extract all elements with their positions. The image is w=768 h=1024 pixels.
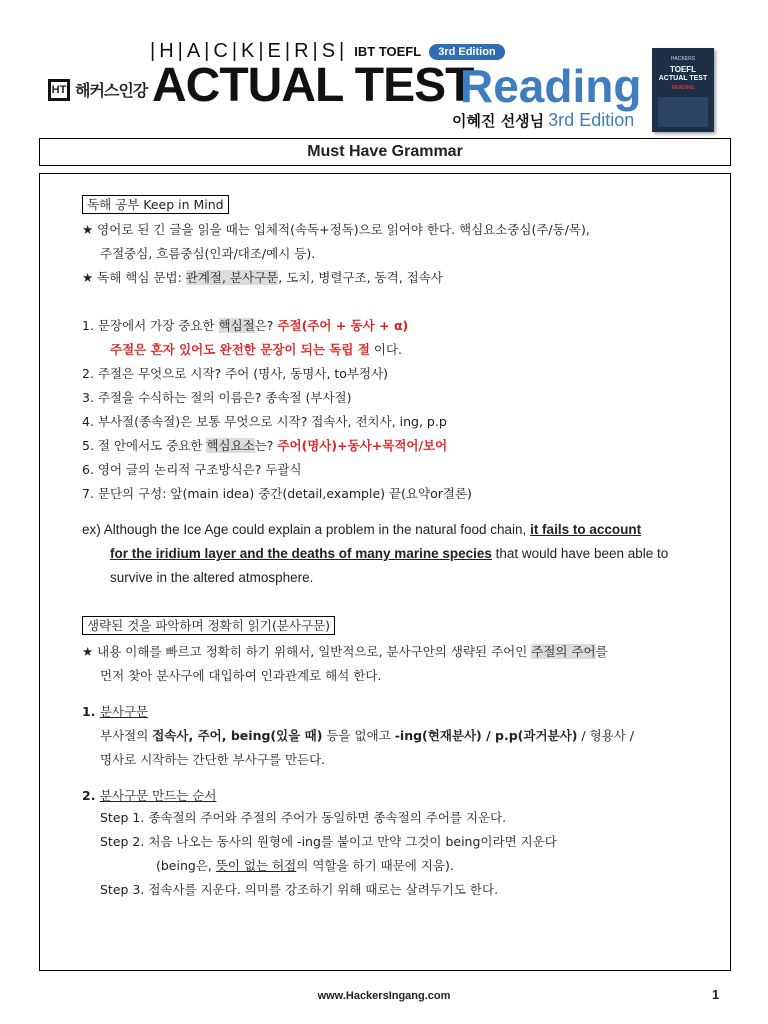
s2-heading-1-num: 1. [82, 704, 100, 719]
bullet-2-pre: ★ 독해 핵심 문법: [82, 270, 186, 285]
bullet-1-line-b: 주절중심, 흐름중심(인과/대조/예시 등). [100, 246, 316, 261]
footer-url[interactable]: www.HackersIngang.com [317, 990, 451, 1002]
item-7: 7. 문단의 구성: 앞(main idea) 중간(detail,example) 끝(요약or결론) [82, 486, 472, 501]
item-1 [82, 314, 408, 338]
book-cover-art [658, 97, 708, 127]
item-1-highlight: 핵심절 [218, 318, 255, 333]
example-line-2 [110, 542, 668, 566]
page-header [0, 0, 768, 138]
s2-para-1-bold-1: 접속사, 주어, being(있을 때) [152, 728, 323, 743]
example-line-1 [82, 518, 641, 542]
item-5-mid: 는? [254, 438, 278, 453]
bullet-2-post: , 도치, 병렬구조, 동격, 접속사 [278, 270, 443, 285]
title-main: ACTUAL TEST [152, 59, 474, 112]
item-5-highlight: 핵심요소 [206, 438, 255, 453]
s2-para-1-bold-2: -ing(현재분사) / p.p(과거분사) [394, 728, 578, 743]
edition-badge: 3rd Edition [429, 44, 504, 60]
section2-heading-row [82, 614, 335, 638]
section2-heading: 생략된 것을 파악하며 정확히 읽기(분사구문) [82, 616, 335, 635]
logo-text: 해커스인강 [75, 81, 148, 100]
item-1-mid: 은? [254, 318, 278, 333]
page-number: 1 [712, 987, 720, 1002]
s2-heading-2 [82, 784, 216, 808]
step-1: Step 1. 종속절의 주어와 주절의 주어가 동일하면 종속절의 주어를 지운다. [100, 810, 507, 825]
teacher-label [452, 110, 634, 131]
item-1-pre: 1. 문장에서 가장 중요한 [82, 318, 219, 333]
item-1-note-post: 이다. [369, 342, 402, 357]
item-6: 6. 영어 글의 논리적 구조방식은? 두괄식 [82, 462, 302, 477]
section1-heading: 독해 공부 Keep in Mind [82, 195, 229, 214]
hackers-logo [48, 78, 147, 101]
example-underline-1: it fails to account [530, 522, 642, 537]
book-cover-toefl: TOEFL [669, 65, 697, 74]
s2-heading-2-num: 2. [82, 788, 100, 803]
s2-heading-1 [82, 700, 148, 724]
s2-para-1-b: 명사로 시작하는 간단한 부사구를 만든다. [100, 752, 326, 767]
logo-icon: HT [48, 79, 70, 101]
example-line-3: survive in the altered atmosphere. [110, 570, 314, 585]
item-2: 2. 주절은 무엇으로 시작? 주어 (명사, 동명사, to부정사) [82, 366, 389, 381]
teacher-edition: 3rd Edition [548, 110, 635, 130]
item-1-note [110, 338, 402, 362]
bullet-2-highlight: 관계절, 분사구문 [185, 270, 279, 285]
section1-heading-row [82, 193, 229, 217]
s2-para-1-a [100, 724, 634, 748]
s2-para-1-pre: 부사절의 [100, 728, 153, 743]
step-2-note-pre: (being은, [156, 858, 216, 873]
ibt-label: IBT TOEFL [354, 44, 422, 59]
s2-bullet-pre: ★ 내용 이해를 빠르고 정확히 하기 위해서, 일반적으로, 분사구안의 생략된 주어인 [82, 644, 532, 659]
item-1-answer: 주절(주어 + 동사 + α) [277, 318, 409, 333]
s2-bullet-line-b: 먼저 찾아 분사구에 대입하여 인과관계로 해석 한다. [100, 668, 382, 683]
s2-para-1-mid: 등을 없애고 [322, 728, 395, 743]
step-2-note [156, 854, 454, 878]
step-2-note-underline: 뜻이 없는 허접 [215, 858, 297, 873]
step-3: Step 3. 접속사를 지운다. 의미를 강조하기 위해 때로는 살려두기도 한다. [100, 882, 499, 897]
item-5-pre: 5. 절 안에서도 중요한 [82, 438, 207, 453]
step-2-note-post: 의 역할을 하기 때문에 지움). [296, 858, 454, 873]
bullet-2 [82, 266, 443, 290]
book-cover-brand: HACKERS [670, 56, 696, 62]
s2-heading-2-text: 분사구문 만드는 순서 [99, 788, 217, 803]
item-3: 3. 주절을 수식하는 절의 이름은? 종속절 (부사절) [82, 390, 352, 405]
bullet-1-line-a: ★ 영어로 된 긴 글을 읽을 때는 입체적(속독+정독)으로 읽어야 한다. 핵심요소중심(주/동/목), [82, 222, 590, 237]
step-2: Step 2. 처음 나오는 동사의 원형에 -ing를 붙이고 만약 그것이 being이라면 지운다 [100, 834, 557, 849]
item-4: 4. 부사절(종속절)은 보통 무엇으로 시작? 접속사, 전치사, ing, p.p [82, 414, 447, 429]
item-5 [82, 434, 447, 458]
example-pre: ex) Although the Ice Age could explain a problem in the natural food chain, [82, 522, 531, 537]
s2-heading-1-text: 분사구문 [99, 704, 149, 719]
title-sub: Reading [460, 60, 642, 112]
section-banner: Must Have Grammar [39, 138, 731, 166]
s2-para-1-post: / 형용사 / [577, 728, 634, 743]
item-1-note-red: 주절은 혼자 있어도 완전한 문장이 되는 독립 절 [110, 342, 370, 357]
book-cover-image [652, 48, 714, 132]
s2-bullet-line-a [82, 640, 608, 664]
s2-bullet-highlight: 주절의 주어 [531, 644, 596, 659]
example-underline-2: for the iridium layer and the deaths of many marine species [110, 546, 492, 561]
s2-bullet-post: 를 [595, 644, 608, 659]
book-cover-title: ACTUAL TEST [658, 75, 708, 82]
teacher-name: 이혜진 선생님 [452, 112, 545, 130]
example-line-2-post: that would have been able to [491, 546, 669, 561]
book-cover-subject: READING [671, 85, 695, 91]
brand-name: |H|A|C|K|E|R|S| [150, 40, 349, 62]
item-5-answer: 주어(명사)+동사+목적어/보어 [277, 438, 448, 453]
